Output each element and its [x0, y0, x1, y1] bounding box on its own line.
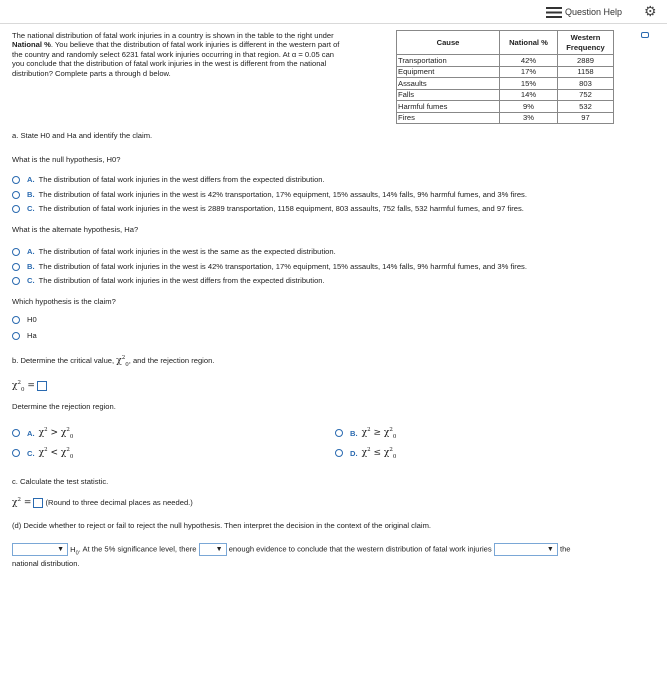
- copy-table-icon[interactable]: [641, 32, 649, 38]
- critical-value-row: $\chi^2_0$ =: [12, 381, 47, 391]
- alt-option-b[interactable]: B. The distribution of fatal work injuries in the west is 42% transportation, 17% equipment, 15% assaults, 14% falls, 9% harmful fumes, and 3% fires.: [12, 262, 527, 271]
- chevron-down-icon: ▼: [546, 546, 554, 553]
- radio-button[interactable]: [12, 449, 20, 457]
- rejection-option-d[interactable]: D. $\chi^2 \le \chi^2_0$: [335, 448, 396, 458]
- decision-row: ▼ $H_0$. At the 5% significance level, there ▼ enough evidence to conclude that the western distribution of fatal work injuries ▼ the: [12, 543, 571, 556]
- radio-button[interactable]: [12, 332, 20, 340]
- test-statistic-row: $\chi^2$ = (Round to three decimal places as needed.): [12, 497, 193, 508]
- header-cause: Cause: [397, 31, 500, 55]
- rejection-option-a[interactable]: A. $\chi^2 > \chi^2_0$: [12, 428, 73, 438]
- claim-option-h0[interactable]: H0: [12, 315, 37, 324]
- chi-square-zero-symbol: $\chi^2_0$: [116, 355, 129, 368]
- table-row: Transportation 42% 2889: [397, 55, 614, 67]
- list-icon: [546, 7, 562, 18]
- table-row: Harmful fumes 9% 532: [397, 101, 614, 113]
- null-option-c[interactable]: C. The distribution of fatal work injuries in the west is 2889 transportation, 1158 equipment, 803 assaults, 752 falls, 532 harmful fumes, and 97 fires.: [12, 204, 524, 213]
- question-help-button[interactable]: [546, 5, 622, 19]
- chevron-down-icon: ▼: [215, 546, 223, 553]
- null-hypothesis-question: What is the null hypothesis, H0?: [12, 155, 121, 164]
- critical-value-input[interactable]: [37, 381, 47, 391]
- radio-button[interactable]: [12, 316, 20, 324]
- radio-button[interactable]: [335, 429, 343, 437]
- chevron-down-icon: ▼: [57, 546, 64, 553]
- differs-select[interactable]: [494, 543, 558, 556]
- radio-button[interactable]: [12, 263, 20, 271]
- header-western: Western Frequency: [558, 31, 614, 55]
- evidence-select[interactable]: [199, 543, 227, 556]
- radio-button[interactable]: [335, 449, 343, 457]
- radio-button[interactable]: [12, 176, 20, 184]
- rejection-option-c[interactable]: C. $\chi^2 < \chi^2_0$: [12, 448, 73, 458]
- header-national: National %: [500, 31, 558, 55]
- question-help-label: Question Help: [565, 7, 623, 17]
- null-option-b[interactable]: B. The distribution of fatal work injuries in the west is 42% transportation, 17% equipment, 15% assaults, 14% falls, 9% harmful fumes, and 3% fires.: [12, 190, 527, 199]
- claim-option-ha[interactable]: Ha: [12, 331, 37, 340]
- part-d-heading: (d) Decide whether to reject or fail to reject the null hypothesis. Then interpret the decision in the context of the original claim.: [12, 521, 432, 530]
- gear-icon[interactable]: ⚙: [644, 3, 657, 19]
- claim-question: Which hypothesis is the claim?: [12, 297, 116, 306]
- radio-button[interactable]: [12, 277, 20, 285]
- part-a-heading: a. State H0 and Ha and identify the claim.: [12, 131, 153, 140]
- alt-option-a[interactable]: A. The distribution of fatal work injuries in the west is the same as the expected distribution.: [12, 247, 336, 256]
- test-statistic-input[interactable]: [33, 498, 43, 508]
- rounding-hint: (Round to three decimal places as needed.): [45, 498, 193, 507]
- radio-button[interactable]: [12, 205, 20, 213]
- part-c-heading: c. Calculate the test statistic.: [12, 477, 109, 486]
- radio-button[interactable]: [12, 248, 20, 256]
- table-row: Falls 14% 752: [397, 89, 614, 101]
- null-option-a[interactable]: A. The distribution of fatal work injuries in the west differs from the expected distribution.: [12, 175, 325, 184]
- alternate-hypothesis-question: What is the alternate hypothesis, Ha?: [12, 225, 139, 234]
- reject-decision-select[interactable]: [12, 543, 68, 556]
- rejection-region-question: Determine the rejection region.: [12, 402, 116, 411]
- table-row: Fires 3% 97: [397, 112, 614, 124]
- table-row: Equipment 17% 1158: [397, 66, 614, 78]
- decision-row-continuation: national distribution.: [12, 559, 80, 568]
- alt-option-c[interactable]: C. The distribution of fatal work injuries in the west differs from the expected distribution.: [12, 276, 325, 285]
- part-b-heading: b. Determine the critical value, $\chi^2_0$, and the rejection region.: [12, 355, 215, 368]
- radio-button[interactable]: [12, 191, 20, 199]
- distribution-table: [396, 30, 614, 124]
- top-toolbar: [0, 0, 667, 24]
- rejection-option-b[interactable]: B. $\chi^2 \ge \chi^2_0$: [335, 428, 396, 438]
- national-percent-label: National %: [12, 40, 51, 50]
- radio-button[interactable]: [12, 429, 20, 437]
- problem-statement: The national distribution of fatal work injuries in a country is shown in the table to the right under National %. You believe that the distribution of fatal work injuries is different in the western part of the country and randomly select 6231 fatal work injuries occurring in that region. At α = 0.05 can you conclude that the distribution of fatal work injuries in the west is different from the national distribution? Complete parts a through d below.: [12, 31, 340, 78]
- table-row: Assaults 15% 803: [397, 78, 614, 90]
- table-header-row: [397, 31, 614, 55]
